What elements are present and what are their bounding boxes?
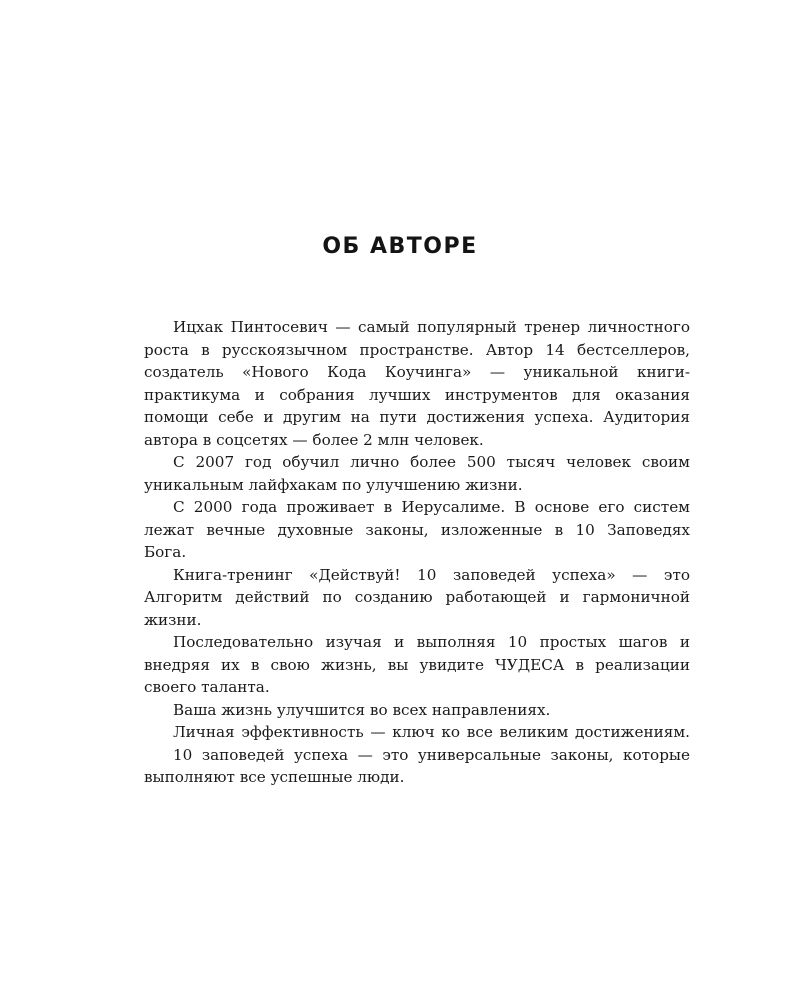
- text-line: Последовательно изучая и выполняя 10 простых шагов и: [173, 633, 690, 651]
- text-line: уникальным лайфхакам по улучшению жизни.: [144, 475, 523, 494]
- text-line: создатель «Нового Кода Коучинга» — уникальной книги-: [144, 363, 690, 381]
- paragraph: [144, 496, 690, 564]
- paragraph: [144, 744, 690, 789]
- text-line: С 2000 года проживает в Иерусалиме. В основе его систем: [173, 498, 690, 516]
- text-line: выполняют все успешные люди.: [144, 768, 405, 786]
- text-line: автора в соцсетях — более 2 млн человек.: [144, 430, 484, 449]
- body-text: [144, 316, 690, 789]
- text-line: помощи себе и другим на пути достижения успеха. Аудитория: [144, 408, 690, 426]
- text-line: Бога.: [144, 543, 187, 561]
- paragraph: [144, 631, 690, 699]
- paragraph: [144, 721, 690, 744]
- text-line: С 2007 год обучил лично более 500 тысяч человек своим: [173, 453, 690, 471]
- paragraph: [144, 316, 690, 451]
- paragraph: [144, 564, 690, 632]
- text-line: Личная эффективность — ключ ко все великим достижениям.: [173, 723, 690, 741]
- text-line: Ваша жизнь улучшится во всех направлениях.: [173, 700, 551, 719]
- text-line: жизни.: [144, 610, 202, 629]
- paragraph: [144, 699, 690, 722]
- text-line: Ицхак Пинтосевич — самый популярный тренер личностного: [173, 318, 690, 336]
- paragraph: [144, 451, 690, 496]
- text-line: практикума и собрания лучших инструментов для оказания: [144, 385, 690, 404]
- text-line: внедряя их в свою жизнь, вы увидите ЧУДЕСА в реализации: [144, 655, 690, 674]
- page-title: ОБ АВТОРЕ: [322, 234, 478, 259]
- text-line: роста в русскоязычном пространстве. Автор 14 бестселлеров,: [144, 340, 690, 359]
- text-line: Книга-тренинг «Действуй! 10 заповедей успеха» — это: [173, 565, 690, 584]
- text-line: 10 заповедей успеха — это универсальные законы, которые: [173, 745, 690, 764]
- text-line: Алгоритм действий по созданию работающей и гармоничной: [144, 588, 690, 606]
- text-line: своего таланта.: [144, 678, 270, 696]
- text-line: лежат вечные духовные законы, изложенные в 10 Заповедях: [144, 520, 690, 539]
